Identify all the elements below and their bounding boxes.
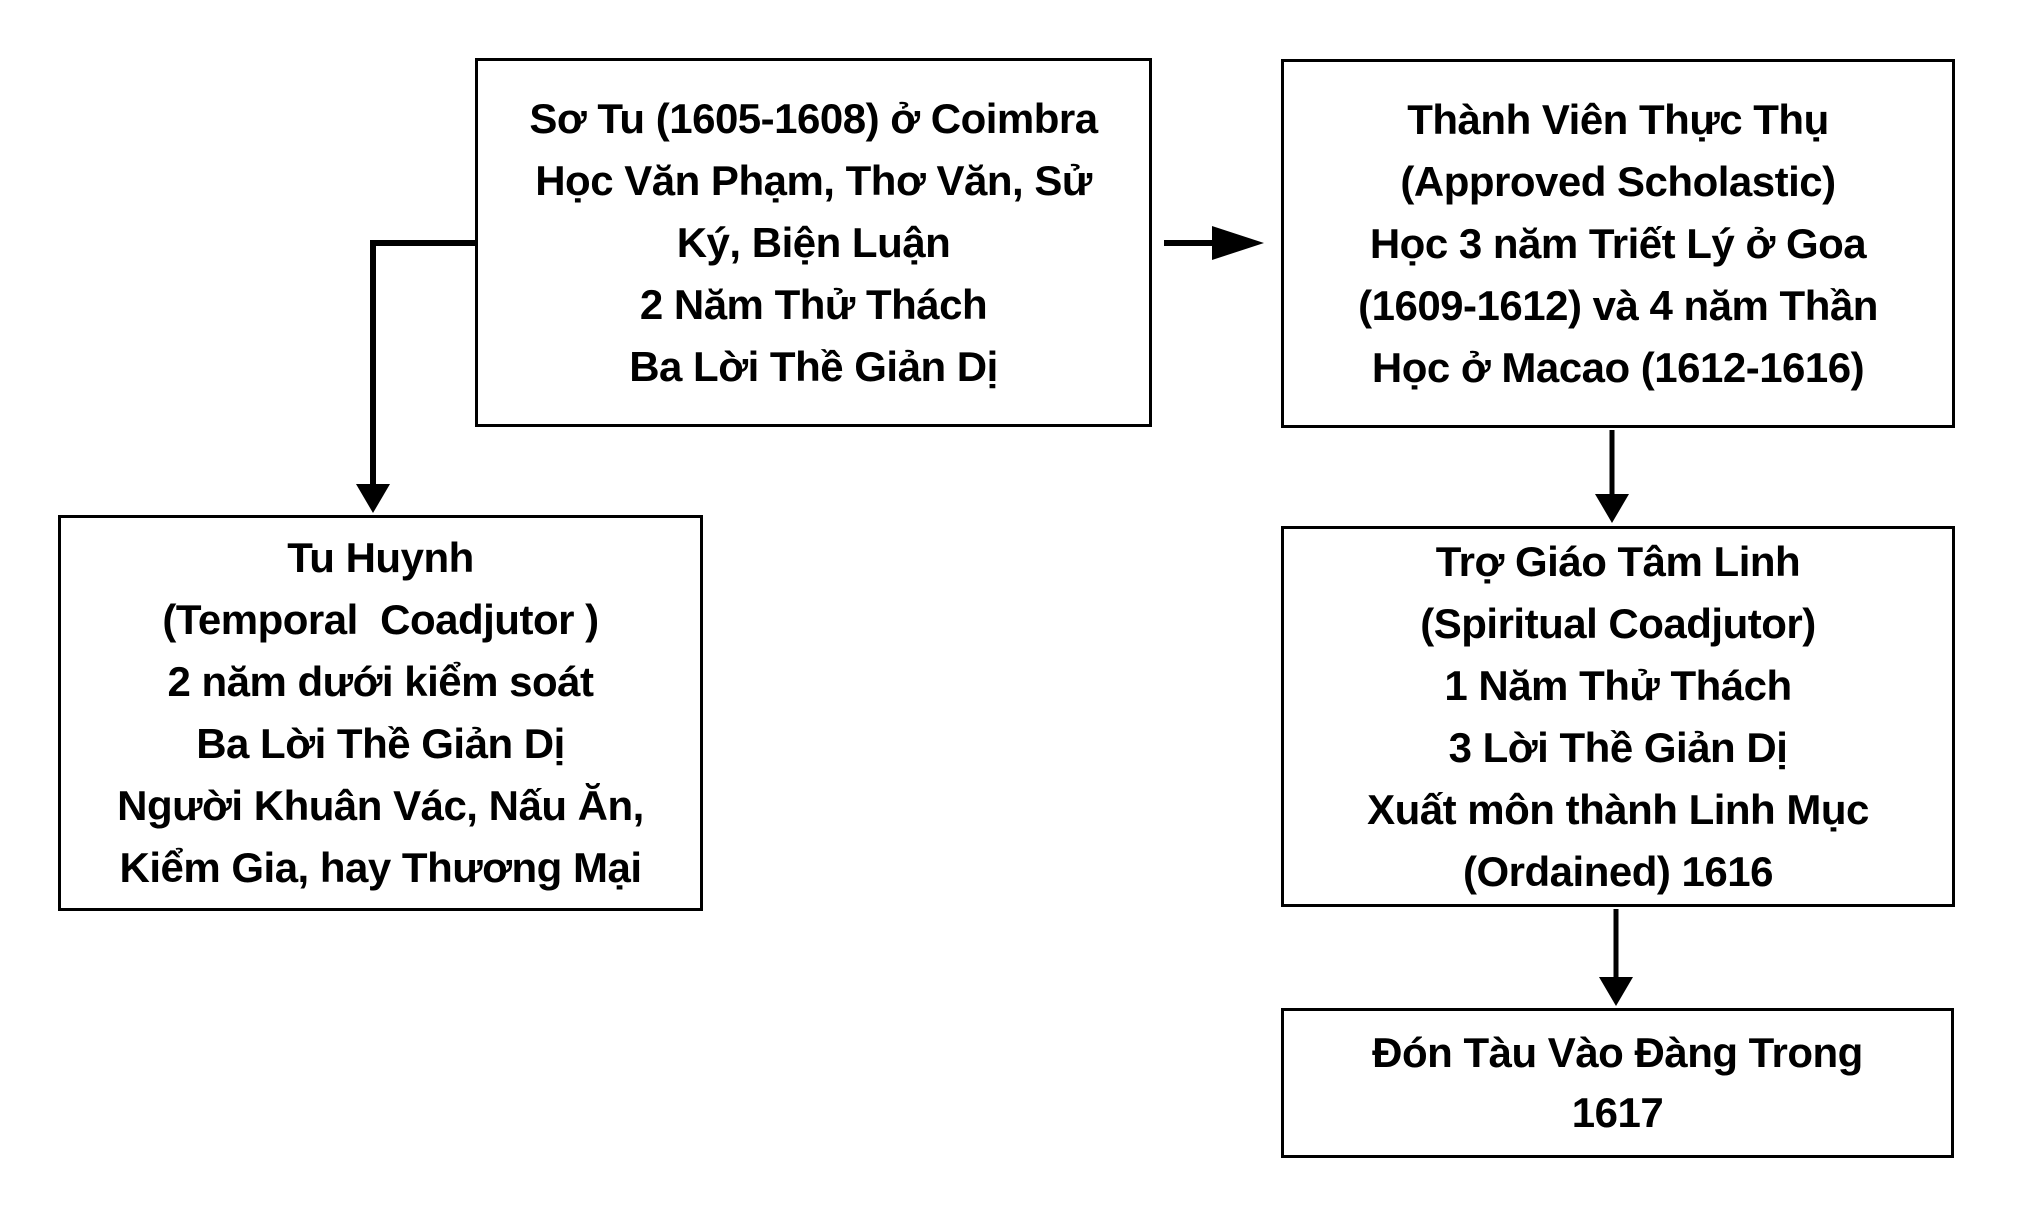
node-don-tau-line-2: 1617 (1571, 1089, 1664, 1136)
node-tu-huynh-line-4: Ba Lời Thề Giản Dị (196, 720, 565, 767)
arrow-head-right-icon (1212, 226, 1264, 260)
node-so-tu (475, 58, 1152, 427)
node-so-tu-line-3: Ký, Biện Luận (676, 218, 951, 266)
arrow-head-down-icon (1599, 977, 1633, 1006)
arrow-head-down-icon (356, 484, 390, 513)
node-tro-giao-line-4: 3 Lời Thề Giản Dị (1448, 723, 1788, 771)
node-so-tu-line-2: Học Văn Phạm, Thơ Văn, Sử (535, 156, 1092, 204)
node-don-tau (1281, 1008, 1954, 1158)
node-thanh-vien (1281, 59, 1955, 428)
node-tu-huynh-line-2: (Temporal Coadjutor ) (162, 596, 599, 643)
arrow-shaft (373, 243, 475, 486)
node-so-tu-line-5: Ba Lời Thề Giản Dị (629, 342, 998, 390)
arrow-tro-giao-to-don-tau (1599, 909, 1633, 1006)
node-tro-giao (1281, 526, 1955, 907)
node-thanh-vien-line-3: Học 3 năm Triết Lý ở Goa (1369, 219, 1867, 267)
node-don-tau-line-1: Đón Tàu Vào Đàng Trong (1372, 1029, 1863, 1076)
node-tu-huynh-line-5: Người Khuân Vác, Nấu Ăn, (117, 782, 644, 829)
node-tro-giao-line-6: (Ordained) 1616 (1463, 847, 1773, 895)
node-tu-huynh-line-1: Tu Huynh (287, 534, 474, 581)
node-tro-giao-line-1: Trợ Giáo Tâm Linh (1435, 537, 1801, 585)
arrow-head-down-icon (1595, 494, 1629, 523)
arrow-thanh-vien-to-tro-giao (1595, 430, 1629, 523)
node-thanh-vien-line-4: (1609-1612) và 4 năm Thần (1358, 281, 1878, 329)
arrow-so-tu-to-tu-huynh (356, 243, 475, 513)
node-tu-huynh-line-6: Kiểm Gia, hay Thương Mại (119, 844, 642, 891)
arrow-so-tu-to-thanh-vien (1164, 226, 1264, 260)
node-tro-giao-line-2: (Spiritual Coadjutor) (1420, 599, 1816, 647)
node-thanh-vien-line-5: Học ở Macao (1612-1616) (1371, 343, 1865, 391)
node-so-tu-line-1: Sơ Tu (1605-1608) ở Coimbra (529, 94, 1098, 142)
node-thanh-vien-line-1: Thành Viên Thực Thụ (1407, 95, 1829, 143)
node-so-tu-line-4: 2 Năm Thử Thách (639, 280, 988, 328)
node-tro-giao-line-3: 1 Năm Thử Thách (1444, 661, 1792, 709)
node-tu-huynh-line-3: 2 năm dưới kiểm soát (167, 658, 594, 705)
node-tu-huynh (58, 515, 703, 911)
node-thanh-vien-line-2: (Approved Scholastic) (1400, 157, 1836, 205)
node-tro-giao-line-5: Xuất môn thành Linh Mục (1367, 785, 1869, 833)
